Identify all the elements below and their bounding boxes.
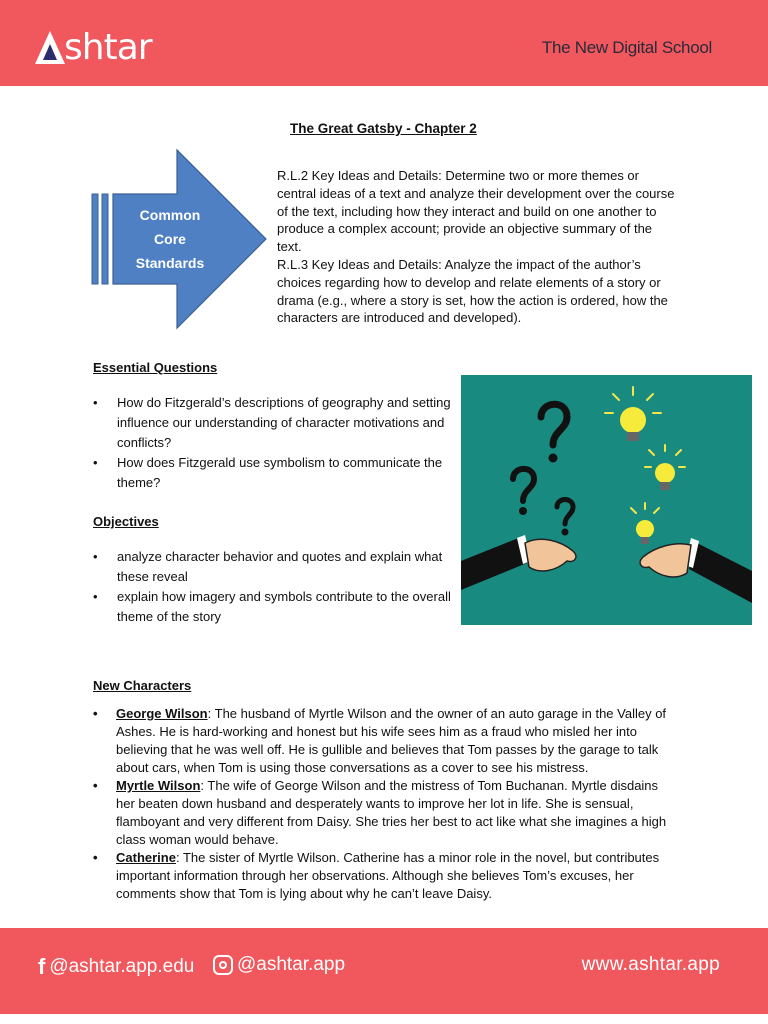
- character-name: Catherine: [116, 850, 176, 865]
- question-mark-icon: [562, 529, 569, 536]
- arrow-label: [118, 203, 222, 275]
- facebook-link[interactable]: f @ashtar.app.edu: [38, 954, 195, 979]
- objectives-heading: Objectives: [93, 514, 159, 529]
- header-tagline: The New Digital School: [541, 38, 712, 57]
- page-header: [0, 0, 768, 86]
- question-mark-icon: [519, 507, 527, 515]
- question-mark-icon: [549, 454, 558, 463]
- list-item: • Catherine: The sister of Myrtle Wilson. Catherine has a minor role in the novel, but contributes important information through her observations. Although she believes Tom’s excuses, her comments show that Tom is lying about why he can’t leave Daisy.: [93, 850, 660, 901]
- character-name: Myrtle Wilson: [116, 778, 201, 793]
- question-mark-icon: [513, 469, 534, 501]
- list-item: • Myrtle Wilson: The wife of George Wilson and the mistress of Tom Buchanan. Myrtle disdains her beaten down husband and desperately wants to improve her lot in life. She is sensual, flamboyant and very different from Daisy. She tries her best to act like what she imagines a high class woman would behave.: [93, 778, 667, 847]
- right-hand-icon: [640, 538, 752, 603]
- character-description: The wife of George Wilson and the mistress of Tom Buchanan. Myrtle disdains her beaten down husband and desperately wants to improve her lot in life. She is sensual, flamboyant and very different from Daisy. She tries her best to act like what she imagines a high class woman would behave.: [116, 778, 667, 847]
- list-item: • How do Fitzgerald’s descriptions of geography and setting influence our understanding of character motivations and conflicts?: [93, 395, 451, 450]
- question-mark-icon: [541, 404, 567, 445]
- logo-a-icon: [34, 30, 66, 66]
- lightbulb-icon: [645, 445, 685, 490]
- objectives-list: [93, 547, 453, 627]
- lightbulb-icon: [631, 503, 659, 544]
- essential-questions-heading: Essential Questions: [93, 360, 218, 375]
- character-description: The sister of Myrtle Wilson. Catherine has a minor role in the novel, but contributes important information through her observations. Although she believes Tom’s excuses, her comments show that Tom is lying about why he can’t leave Daisy.: [116, 850, 660, 901]
- page-footer: [0, 928, 768, 1014]
- essential-questions-list: [93, 393, 453, 493]
- new-characters-list: [93, 705, 675, 903]
- arrow-label-line-3: Standards: [135, 255, 205, 271]
- facebook-icon: f: [38, 954, 46, 979]
- standard-rl3: R.L.3 Key Ideas and Details: Analyze the impact of the author’s choices regarding how to develop and relate elements of a story or drama (e.g., where a story is set, how the action is ordered, how the characters are introduced and developed).: [277, 256, 668, 326]
- question-mark-icon: [557, 500, 573, 525]
- instagram-icon: [213, 955, 233, 975]
- website-link[interactable]: www.ashtar.app: [581, 954, 720, 975]
- ashtar-logo[interactable]: [34, 26, 152, 70]
- list-item: • analyze character behavior and quotes and explain what these reveal: [93, 549, 443, 584]
- brand-name: shtar: [64, 27, 152, 68]
- list-item: • explain how imagery and symbols contribute to the overall theme of the story: [93, 589, 451, 624]
- new-characters-heading: New Characters: [93, 678, 192, 693]
- character-name: George Wilson: [116, 706, 208, 721]
- list-item: • George Wilson: The husband of Myrtle Wilson and the owner of an auto garage in the Valley of Ashes. He is hard-working and honest but his wife sees him as a fraud who misled her into believing that he was well off. He is gullible and believes that Tom passes by the garage to talk about cars, when Tom is using those conversations as a cover to see his mistress.: [93, 706, 667, 775]
- list-item: • How does Fitzgerald use symbolism to communicate the theme?: [93, 455, 443, 490]
- arrow-label-line-1: Common: [139, 207, 201, 223]
- standard-rl2: R.L.2 Key Ideas and Details: Determine two or more themes or central ideas of a text and analyze their development over the course of the text, including how they interact and build on one another to produce a complex account; provide an objective summary of the text.: [277, 168, 675, 255]
- left-hand-icon: [461, 535, 576, 590]
- instagram-link[interactable]: @ashtar.app: [213, 954, 345, 976]
- questions-ideas-illustration: [461, 375, 752, 625]
- page-title: The Great Gatsby - Chapter 2: [290, 121, 477, 136]
- lightbulb-icon: [605, 387, 661, 441]
- arrow-label-line-2: Core: [154, 231, 186, 247]
- standards-text: [277, 167, 677, 327]
- character-description: The husband of Myrtle Wilson and the owner of an auto garage in the Valley of Ashes. He is hard-working and honest but his wife sees him as a fraud who misled her into believing that he was well off. He is gullible and believes that Tom passes by the garage to talk about cars, when Tom is using those conversations as a cover to see his mistress.: [116, 706, 667, 775]
